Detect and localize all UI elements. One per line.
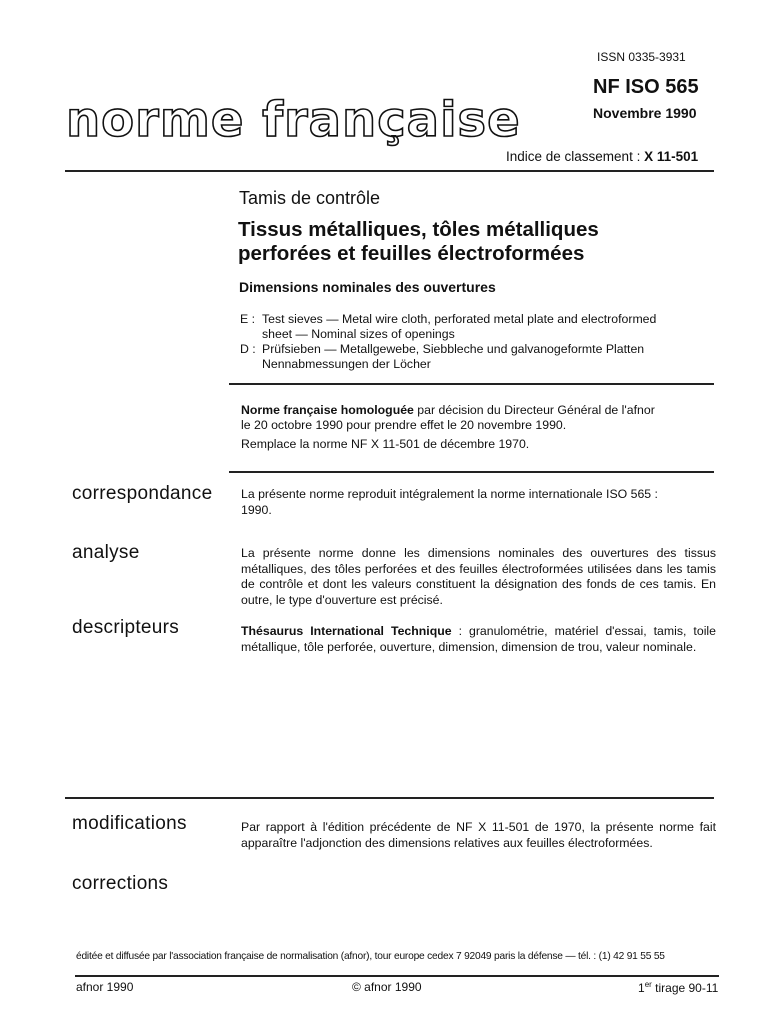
lang-key: E : <box>240 312 256 326</box>
lang-key: D : <box>240 342 256 356</box>
standard-date: Novembre 1990 <box>593 105 697 121</box>
translation-line: Prüfsieben — Metallgewebe, Siebbleche und galvanogeformte Platten <box>262 342 645 356</box>
logo: norme française <box>66 92 521 148</box>
translations <box>240 312 720 372</box>
section-text-analyse: La présente norme donne les dimensions nominales des ouvertures des tissus métalliques, des tôles perforées et des feuilles électroformées utilisées dans les tamis de contrôle et dont les valeurs constituent la désignation des fonds de ces tamis. En outre, le type d'ouverture est précisé. <box>241 546 716 607</box>
divider <box>229 383 714 385</box>
divider <box>229 471 714 473</box>
main-title <box>238 218 599 266</box>
section-label-descripteurs: descripteurs <box>72 617 180 638</box>
section-label-analyse: analyse <box>72 542 140 563</box>
section-text-modifications: Par rapport à l'édition précédente de NF X 11-501 de 1970, la présente norme fait apparaître l'adjonction des dimensions relatives aux feuilles électroformées. <box>241 820 716 850</box>
section-text-descripteurs <box>241 624 716 655</box>
footer-center: © afnor 1990 <box>352 980 422 994</box>
section-label-correspondance: correspondance <box>72 483 213 504</box>
translation-line: Nennabmessungen der Löcher <box>262 357 431 371</box>
print-sup: er <box>644 980 652 989</box>
homologation-text: par décision du Directeur Général de l'afnor <box>413 403 655 417</box>
issn: ISSN 0335-3931 <box>597 50 686 64</box>
translation-en <box>240 312 720 342</box>
translation-line: Test sieves — Metal wire cloth, perforated metal plate and electroformed <box>262 312 657 326</box>
subtitle: Dimensions nominales des ouvertures <box>239 279 496 295</box>
homologation <box>241 403 655 452</box>
section-text-correspondance: La présente norme reproduit intégralement la norme internationale ISO 565 : 1990. <box>241 487 658 517</box>
translation-de <box>240 342 720 372</box>
homologation-text: le 20 octobre 1990 pour prendre effet le 20 novembre 1990. <box>241 418 567 432</box>
supertitle: Tamis de contrôle <box>239 188 381 208</box>
footer-right <box>638 980 718 995</box>
homologation-bold: Norme française homologuée <box>241 403 414 417</box>
replaces-text: Remplace la norme NF X 11-501 de décembre 1970. <box>241 437 530 451</box>
classification-label: Indice de classement : <box>506 149 641 164</box>
main-title-line: Tissus métalliques, tôles métalliques <box>238 218 599 241</box>
translation-line: sheet — Nominal sizes of openings <box>262 327 455 341</box>
classification <box>506 149 698 164</box>
classification-value: X 11-501 <box>644 149 699 164</box>
section-label-modifications: modifications <box>72 813 187 834</box>
publisher: éditée et diffusée par l'association française de normalisation (afnor), tour europe cedex 7 92049 paris la défense — tél. : (1) 42 91 55 55 <box>76 951 665 962</box>
print-number: 1 <box>638 981 645 995</box>
descriptors: : granulométrie, matériel d'essai, tamis, toile métallique, tôle perforée, ouverture, dimension, dimension de trou, valeur nominale. <box>241 624 716 654</box>
divider <box>75 975 719 977</box>
thesaurus-label: Thésaurus International Technique <box>241 624 452 638</box>
section-label-corrections: corrections <box>72 873 169 894</box>
divider <box>65 797 714 799</box>
main-title-line: perforées et feuilles électroformées <box>238 242 585 265</box>
footer-left: afnor 1990 <box>76 980 134 994</box>
standard-number: NF ISO 565 <box>593 76 699 98</box>
divider <box>65 170 714 172</box>
print-text: tirage 90-11 <box>651 981 719 995</box>
